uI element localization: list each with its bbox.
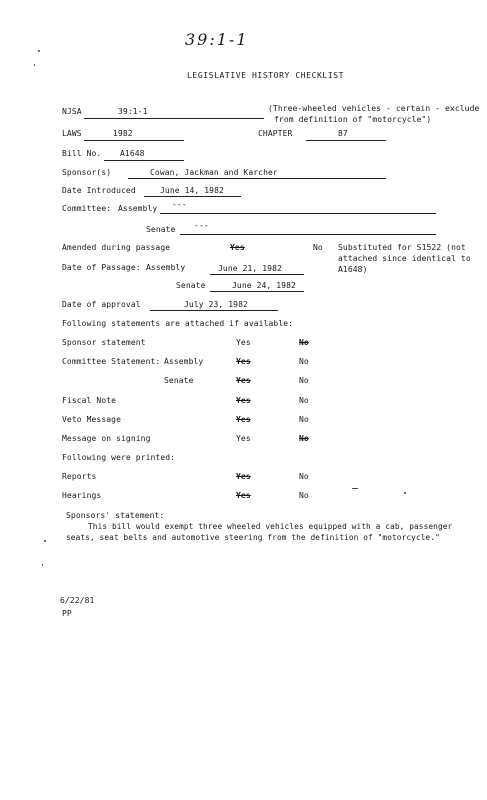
statement-sublabel: Assembly — [164, 357, 204, 366]
passage-assembly-underline — [210, 274, 304, 275]
page-number: 39:1-1 — [185, 30, 249, 49]
printed-heading: Following were printed: — [62, 453, 176, 462]
statement-label: Fiscal Note — [62, 396, 117, 405]
printed-yes: Yes — [236, 472, 251, 481]
printed-no: No — [299, 491, 309, 500]
statement-yes: Yes — [236, 376, 251, 385]
amended-label: Amended during passage — [62, 243, 171, 252]
committee-assembly-label: Assembly — [118, 204, 158, 213]
substituted-note-line-1: Substituted for S1522 (not — [338, 243, 466, 252]
date-introduced-value: June 14, 1982 — [160, 186, 224, 195]
statement-yes: Yes — [236, 415, 251, 424]
committee-senate-value: --- — [194, 221, 209, 230]
statement-label: Committee Statement: — [62, 357, 161, 366]
printed-no: No — [299, 472, 309, 481]
scan-speck — [404, 492, 406, 494]
scan-speck — [38, 50, 40, 52]
statement-no: No — [299, 376, 309, 385]
scan-speck — [42, 564, 43, 566]
chapter-underline — [306, 140, 386, 141]
statement-label: Veto Message — [62, 415, 121, 424]
statement-no: No — [299, 396, 309, 405]
scan-speck — [352, 488, 358, 489]
amended-yes: Yes — [230, 243, 245, 252]
laws-underline — [84, 140, 184, 141]
chapter-label: CHAPTER — [258, 129, 293, 138]
description-line-2: from definition of "motorcycle") — [274, 115, 432, 124]
passage-label: Date of Passage: — [62, 263, 141, 272]
statement-no: No — [299, 434, 309, 443]
bill-no-value: A1648 — [120, 149, 145, 158]
substituted-note-line-2: attached since identical to — [338, 254, 471, 263]
passage-senate-label: Senate — [176, 281, 206, 290]
sponsor-statement-heading: Sponsors' statement: — [66, 511, 165, 520]
substituted-note-line-3: A1648) — [338, 265, 368, 274]
page-title: LEGISLATIVE HISTORY CHECKLIST — [187, 71, 345, 80]
committee-senate-label: Senate — [146, 225, 176, 234]
description-line-1: (Three-wheeled vehicles - certain - exclude — [268, 104, 480, 113]
laws-value: 1982 — [113, 129, 133, 138]
bill-no-label: Bill No. — [62, 149, 102, 158]
scan-speck — [44, 540, 46, 542]
statement-no: No — [299, 415, 309, 424]
statement-label: Sponsor statement — [62, 338, 146, 347]
printed-label: Hearings — [62, 491, 102, 500]
attached-heading: Following statements are attached if available: — [62, 319, 294, 328]
statement-yes: Yes — [236, 338, 251, 347]
approval-underline — [150, 310, 278, 311]
laws-label: LAWS — [62, 129, 82, 138]
passage-senate-underline — [210, 291, 304, 292]
statement-sublabel: Senate — [164, 376, 194, 385]
amended-no: No — [313, 243, 323, 252]
statement-yes: Yes — [236, 357, 251, 366]
date-introduced-label: Date Introduced — [62, 186, 136, 195]
committee-assembly-value: --- — [172, 200, 187, 209]
passage-assembly-label: Assembly — [146, 263, 186, 272]
approval-value: July 23, 1982 — [184, 300, 248, 309]
committee-senate-underline — [180, 234, 436, 235]
committee-label: Committee: — [62, 204, 112, 213]
njsa-underline — [84, 118, 264, 119]
statement-yes: Yes — [236, 396, 251, 405]
sponsors-label: Sponsor(s) — [62, 168, 112, 177]
njsa-value: 39:1-1 — [118, 107, 148, 116]
approval-label: Date of approval — [62, 300, 141, 309]
chapter-value: 87 — [338, 129, 348, 138]
scan-speck — [34, 64, 35, 66]
statement-no: No — [299, 338, 309, 347]
passage-senate-value: June 24, 1982 — [232, 281, 296, 290]
sponsor-statement-line-2: seats, seat belts and automotive steering from the definition of "motorcycle." — [66, 533, 440, 542]
bill-no-underline — [104, 160, 184, 161]
footer-initials: PP — [62, 609, 72, 618]
committee-assembly-underline — [160, 213, 436, 214]
date-introduced-underline — [144, 196, 241, 197]
sponsors-underline — [128, 178, 386, 179]
statement-no: No — [299, 357, 309, 366]
sponsors-value: Cowan, Jackman and Karcher — [150, 168, 278, 177]
njsa-label: NJSA — [62, 107, 82, 116]
passage-assembly-value: June 21, 1982 — [218, 264, 282, 273]
footer-date: 6/22/81 — [60, 596, 95, 605]
statement-label: Message on signing — [62, 434, 151, 443]
sponsor-statement-line-1: This bill would exempt three wheeled vehicles equipped with a cab, passenger — [88, 522, 453, 531]
statement-yes: Yes — [236, 434, 251, 443]
printed-yes: Yes — [236, 491, 251, 500]
printed-label: Reports — [62, 472, 97, 481]
